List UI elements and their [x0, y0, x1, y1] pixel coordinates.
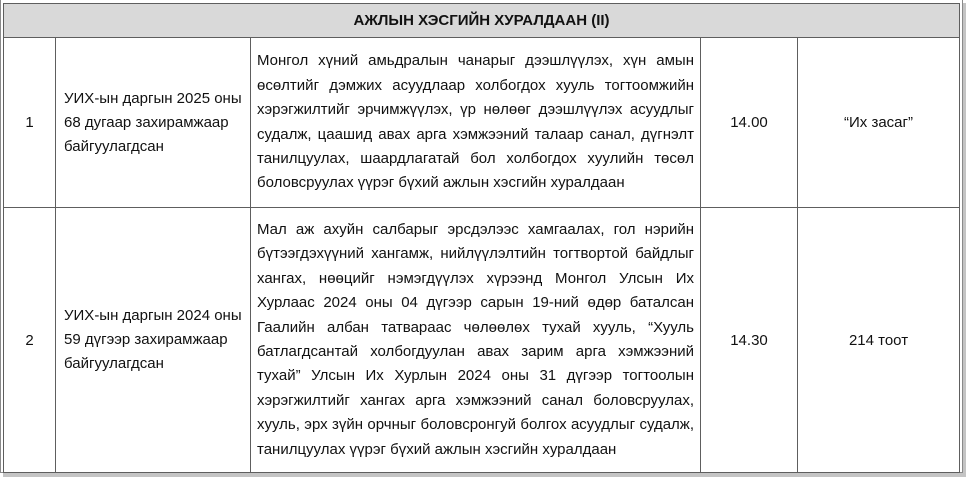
place-cell: “Их засаг”	[798, 38, 960, 208]
place-cell: 214 тоот	[798, 208, 960, 473]
frame-shadow-bottom	[3, 473, 966, 477]
table-header-row	[4, 4, 960, 38]
row-number: 1	[4, 38, 56, 208]
meeting-schedule-table	[3, 3, 960, 473]
time-cell: 14.00	[701, 38, 798, 208]
organizer-cell: УИХ-ын даргын 2025 оны 68 дугаар захирамжаар байгуулагдсан	[56, 38, 251, 208]
table-row	[4, 208, 960, 473]
description-cell: Мал аж ахуйн салбарыг эрсдэлээс хамгаалах, гол нэрийн бүтээгдэхүүний хангамж, нийлүүлэлтийн тогтвортой байдлыг хангах, нөөцийг нэмэгдүүлэх хүрээнд Монгол Улсын Их Хурлаас 2024 оны 04 дүгээр сарын 19-ний өдөр баталсан Гаалийн албан татвараас чөлөөлөх тухай хууль, “Хууль батлагдсантай холбогдуулан авах зарим арга хэмжээний тухай” Улсын Их Хурлын 2024 оны 31 дүгээр тогтоолын хэрэгжилтийг хангах арга хэмжээний санал боловсруулах, хууль, эрх зүйн орчныг боловсронгуй болгох асуудлыг судалж, танилцуулах үүрэг бүхий ажлын хэсгийн хуралдаан	[251, 208, 701, 473]
time-cell: 14.30	[701, 208, 798, 473]
table-row	[4, 38, 960, 208]
section-title: АЖЛЫН ХЭСГИЙН ХУРАЛДААН (II)	[4, 4, 960, 38]
row-number: 2	[4, 208, 56, 473]
description-cell: Монгол хүний амьдралын чанарыг дээшлүүлэх, хүн амын өсөлтийг дэмжих асуудлаар холбогдох хууль тогтоомжийн хэрэгжилтийг эрчимжүүлэх, үр нөлөөг дээшлүүлэх асуудлыг судалж, цаашид авах арга хэмжээний талаар санал, дүгнэлт танилцуулах, шаардлагатай бол холбогдох хуулийн төсөл боловсруулах үүрэг бүхий ажлын хэсгийн хуралдаан	[251, 38, 701, 208]
organizer-cell: УИХ-ын даргын 2024 оны 59 дүгээр захирамжаар байгуулагдсан	[56, 208, 251, 473]
